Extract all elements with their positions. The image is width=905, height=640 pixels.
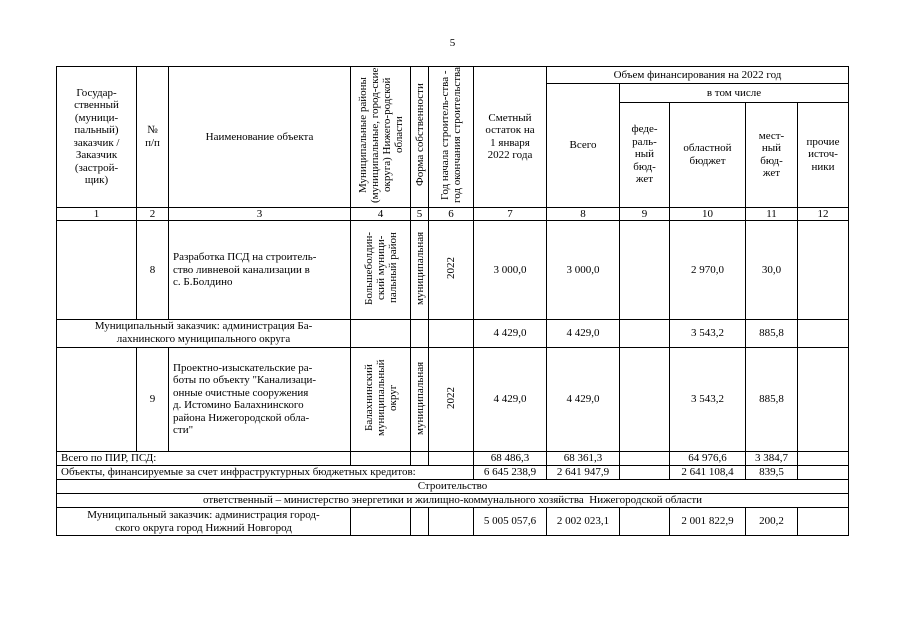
header-including: в том числе <box>620 84 849 103</box>
row-9-local: 885,8 <box>746 347 798 452</box>
row-9-total: 4 429,0 <box>547 347 620 452</box>
col-num-5: 5 <box>411 207 429 221</box>
col-num-11: 11 <box>746 207 798 221</box>
row-8-local: 30,0 <box>746 221 798 320</box>
header-regional: областной бюджет <box>670 102 746 207</box>
customer-nn-total: 2 002 023,1 <box>547 508 620 536</box>
empty-cell <box>429 452 474 466</box>
empty-cell <box>411 452 429 466</box>
infra-credits-total: 2 641 947,9 <box>547 466 620 480</box>
row-8-num: 8 <box>137 221 169 320</box>
row-8-regional: 2 970,0 <box>670 221 746 320</box>
customer-balakhna-label: Муниципальный заказчик: администрация Ба- лахнинского муниципального округа <box>57 319 351 347</box>
infra-credits-label: Объекты, финансируемые за счет инфраструктурных бюджетных кредитов: <box>57 466 474 480</box>
total-pir-local: 3 384,7 <box>746 452 798 466</box>
section-title-row <box>57 480 849 494</box>
header-federal: феде- раль- ный бюд- жет <box>620 102 670 207</box>
customer-row-nn <box>57 508 849 536</box>
row-9-ownership: муниципальная <box>413 360 426 435</box>
col-num-3: 3 <box>169 207 351 221</box>
table-row-8 <box>57 221 849 320</box>
customer-nn-estimate: 5 005 057,6 <box>474 508 547 536</box>
empty-cell <box>620 466 670 480</box>
row-8-year-cell <box>429 221 474 320</box>
customer-balakhna-regional: 3 543,2 <box>670 319 746 347</box>
header-num: № п/п <box>137 67 169 208</box>
empty-cell <box>429 319 474 347</box>
empty-cell <box>798 452 849 466</box>
row-8-ownership-cell <box>411 221 429 320</box>
row-9-district: Балахнинский муниципальный округ <box>362 359 399 436</box>
header-object-name: Наименование объекта <box>169 67 351 208</box>
row-9-num: 9 <box>137 347 169 452</box>
header-customer: Государ- ственный (муници- пальный) заказчик / Заказчик (застрой- щик) <box>57 67 137 208</box>
row-9-year: 2022 <box>445 386 457 409</box>
customer-balakhna-estimate: 4 429,0 <box>474 319 547 347</box>
row-8-estimate: 3 000,0 <box>474 221 547 320</box>
total-pir-regional: 64 976,6 <box>670 452 746 466</box>
row-9-estimate: 4 429,0 <box>474 347 547 452</box>
empty-cell <box>620 452 670 466</box>
infra-credits-regional: 2 641 108,4 <box>670 466 746 480</box>
empty-cell <box>429 508 474 536</box>
row-9-ownership-cell <box>411 347 429 452</box>
customer-nn-label: Муниципальный заказчик: администрация город- ского округа город Нижний Новгород <box>57 508 351 536</box>
empty-cell <box>798 508 849 536</box>
empty-cell <box>620 508 670 536</box>
customer-nn-local: 200,2 <box>746 508 798 536</box>
header-estimate: Сметный остаток на 1 января 2022 года <box>474 67 547 208</box>
row-9-customer <box>57 347 137 452</box>
empty-cell <box>798 466 849 480</box>
header-districts-cell <box>351 67 411 208</box>
row-9-name: Проектно-изыскательские ра- боты по объекту "Канализаци- онные очистные сооружения д. Истомино Балахнинского района Нижегородской обла- сти" <box>169 347 351 452</box>
row-9-other <box>798 347 849 452</box>
row-9-year-cell <box>429 347 474 452</box>
page-number: 5 <box>449 37 456 49</box>
col-num-10: 10 <box>670 207 746 221</box>
customer-balakhna-total: 4 429,0 <box>547 319 620 347</box>
total-pir-total: 68 361,3 <box>547 452 620 466</box>
row-8-federal <box>620 221 670 320</box>
empty-cell <box>798 319 849 347</box>
header-total: Всего <box>547 84 620 208</box>
header-years: Год начала строитель-ства - год окончания строительства <box>439 67 463 203</box>
total-pir-estimate: 68 486,3 <box>474 452 547 466</box>
col-num-6: 6 <box>429 207 474 221</box>
empty-cell <box>351 508 411 536</box>
empty-cell <box>411 508 429 536</box>
row-9-federal <box>620 347 670 452</box>
header-districts: Муниципальные районы (муниципальные, город-ские округа) Нижего-родской области <box>356 67 405 203</box>
row-9-district-cell <box>351 347 411 452</box>
table-row-9 <box>57 347 849 452</box>
empty-cell <box>351 452 411 466</box>
header-ownership-cell <box>411 67 429 208</box>
col-num-1: 1 <box>57 207 137 221</box>
header-ownership: Форма собственности <box>413 83 426 187</box>
empty-cell <box>620 319 670 347</box>
header-local: мест- ный бюд- жет <box>746 102 798 207</box>
column-number-row <box>57 207 849 221</box>
customer-nn-regional: 2 001 822,9 <box>670 508 746 536</box>
header-financing: Объем финансирования на 2022 год <box>547 67 849 84</box>
row-8-ownership: муниципальная <box>413 231 426 305</box>
empty-cell <box>351 319 411 347</box>
financing-table <box>56 66 849 536</box>
total-pir-row <box>57 452 849 466</box>
col-num-4: 4 <box>351 207 411 221</box>
infra-credits-estimate: 6 645 238,9 <box>474 466 547 480</box>
col-num-7: 7 <box>474 207 547 221</box>
col-num-8: 8 <box>547 207 620 221</box>
row-8-total: 3 000,0 <box>547 221 620 320</box>
row-8-other <box>798 221 849 320</box>
col-num-12: 12 <box>798 207 849 221</box>
responsible-row <box>57 494 849 508</box>
row-9-regional: 3 543,2 <box>670 347 746 452</box>
total-pir-label: Всего по ПИР, ПСД: <box>57 452 351 466</box>
col-num-9: 9 <box>620 207 670 221</box>
customer-balakhna-local: 885,8 <box>746 319 798 347</box>
col-num-2: 2 <box>137 207 169 221</box>
row-8-district: Большеболдин- ский муници- пальный район <box>362 231 399 305</box>
row-8-district-cell <box>351 221 411 320</box>
infra-credits-row <box>57 466 849 480</box>
responsible-ministry: ответственный – министерство энергетики и жилищно-коммунального хозяйства Нижегородской области <box>57 494 849 508</box>
customer-row-balakhna <box>57 319 849 347</box>
row-8-name: Разработка ПСД на строитель- ство ливневой канализации в с. Б.Болдино <box>169 221 351 320</box>
infra-credits-local: 839,5 <box>746 466 798 480</box>
empty-cell <box>411 319 429 347</box>
header-years-cell <box>429 67 474 208</box>
header-other: прочие источ- ники <box>798 102 849 207</box>
row-8-customer <box>57 221 137 320</box>
row-8-year: 2022 <box>445 257 457 279</box>
section-title: Строительство <box>57 480 849 494</box>
